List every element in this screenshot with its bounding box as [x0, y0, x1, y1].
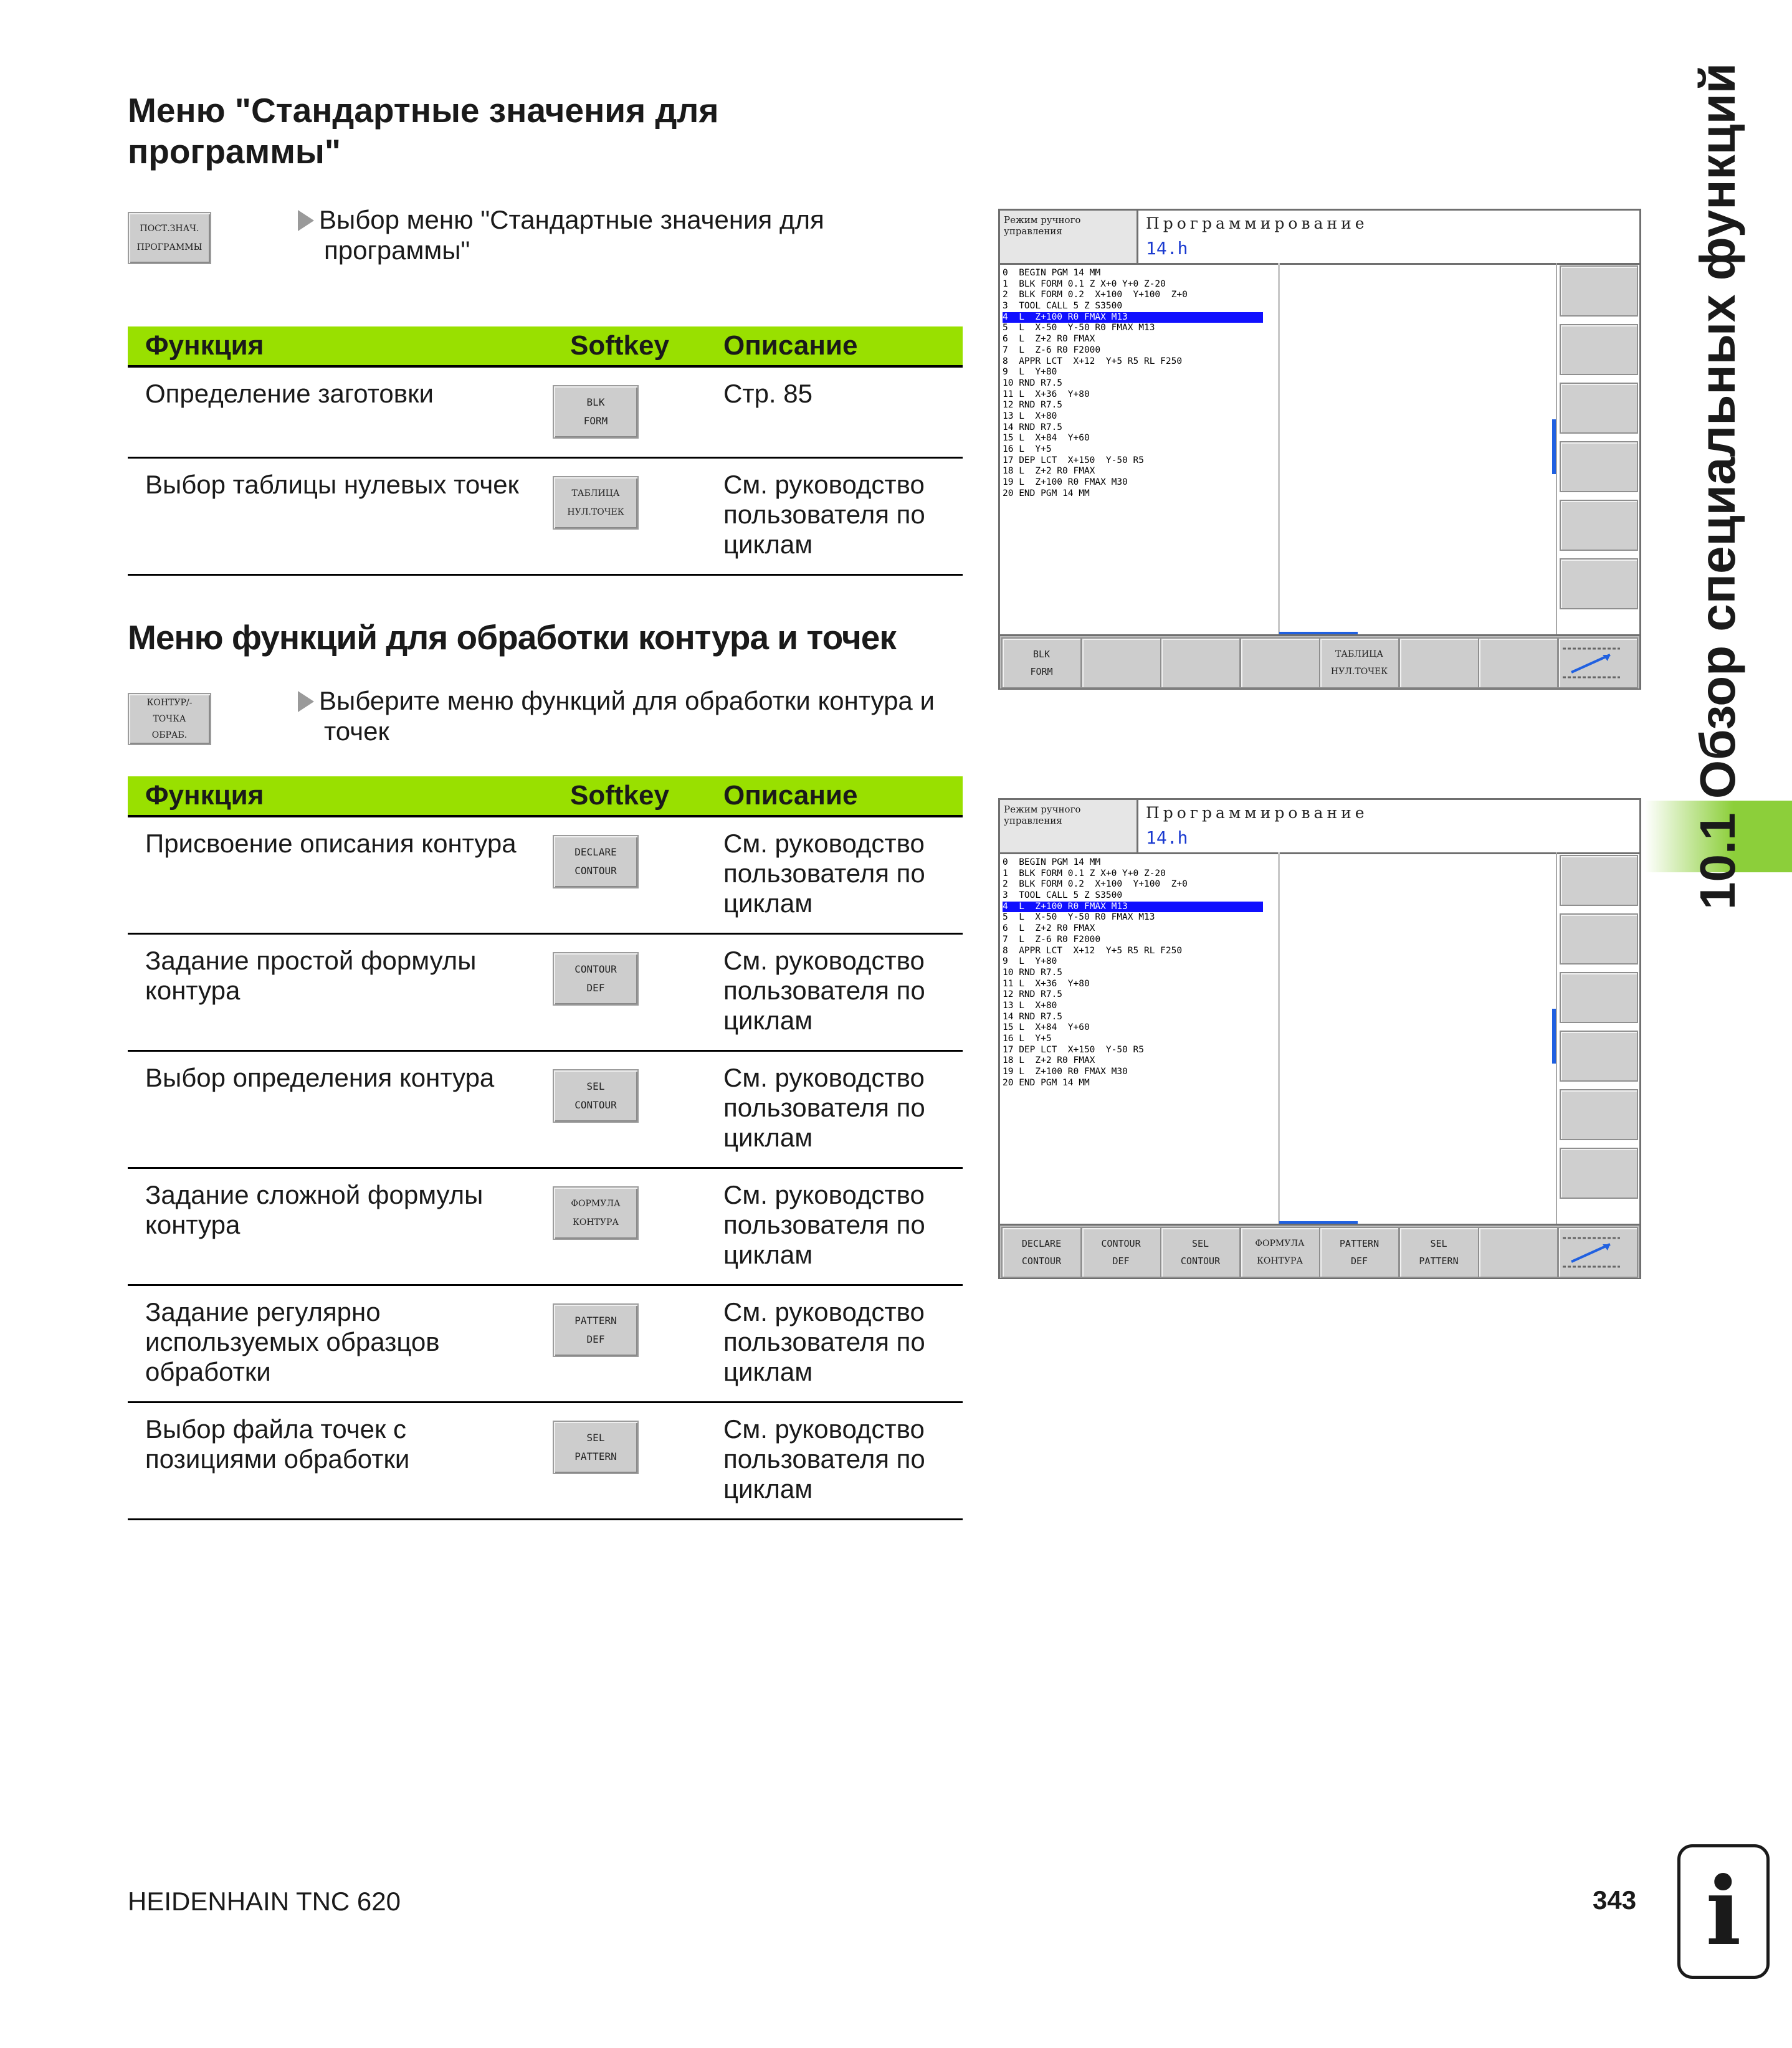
description-text: циклам	[723, 529, 813, 559]
screen-title: Программирование	[1146, 214, 1368, 232]
side-softkey[interactable]	[1560, 500, 1638, 551]
switch-softkey-row-button[interactable]	[1558, 637, 1638, 688]
nc-block-line[interactable]: 13 L X+80	[1003, 1000, 1057, 1011]
instruction-text: Выбор меню "Стандартные значения для	[319, 205, 824, 234]
function-cell	[128, 816, 553, 933]
function-text: позициями обработки	[145, 1444, 410, 1474]
description-text: циклам	[723, 1005, 813, 1035]
softkey-datum-table[interactable]	[553, 476, 639, 530]
description-cell	[706, 1285, 963, 1402]
function-table-defaults	[128, 326, 963, 576]
info-icon[interactable]	[1677, 1844, 1770, 1979]
nc-block-line[interactable]: 2 BLK FORM 0.2 X+100 Y+100 Z+0	[1003, 290, 1188, 300]
side-softkey[interactable]	[1560, 441, 1638, 492]
nc-block-line[interactable]: 9 L Y+80	[1003, 367, 1057, 378]
table-row	[128, 1050, 963, 1168]
function-text: Задание сложной формулы	[145, 1179, 484, 1209]
softkey-pattern-def[interactable]	[553, 1303, 639, 1357]
softkey-label: CONTOUR	[1101, 1238, 1141, 1249]
nc-block-line[interactable]: 16 L Y+5	[1003, 444, 1052, 454]
arrow-bullet-icon	[298, 691, 314, 712]
softkey-label: PATTERN	[1419, 1255, 1459, 1267]
nc-block-line[interactable]: 17 DEP LCT X+150 Y-50 R5	[1003, 1044, 1144, 1055]
description-cell	[706, 457, 963, 574]
table-row	[128, 366, 963, 457]
softkey-bar	[1000, 634, 1639, 688]
description-cell	[706, 816, 963, 933]
nc-block-line[interactable]: 0 BEGIN PGM 14 MM	[1003, 268, 1101, 278]
nc-block-line[interactable]: 15 L X+84 Y+60	[1003, 1022, 1090, 1033]
heading-line: Меню "Стандартные значения для	[128, 91, 719, 130]
softkey-label: ПРОГРАММЫ	[136, 242, 203, 252]
nc-block-line[interactable]: 10 RND R7.5	[1003, 967, 1063, 978]
softkey-declare-contour[interactable]	[1001, 1227, 1082, 1278]
softkey-cell	[553, 933, 706, 1050]
softkey-cell	[553, 457, 706, 574]
table-row	[128, 933, 963, 1050]
function-cell	[128, 1050, 553, 1168]
softkey-label: DEF	[1112, 1255, 1130, 1267]
nc-block-line[interactable]: 14 RND R7.5	[1003, 422, 1063, 432]
description-text: пользователя по	[723, 975, 925, 1005]
function-text: используемых образцов	[145, 1326, 440, 1356]
softkey-cell	[553, 1402, 706, 1519]
softkey-label: PATTERN	[574, 1450, 617, 1462]
softkey-contour-formula[interactable]	[553, 1186, 639, 1240]
side-softkey[interactable]	[1560, 913, 1638, 964]
softkey-sel-contour[interactable]	[1160, 1227, 1241, 1278]
nc-block-line[interactable]: 2 BLK FORM 0.2 X+100 Y+100 Z+0	[1003, 879, 1188, 890]
softkey-label: ТОЧКА	[153, 714, 186, 724]
function-cell	[128, 1402, 553, 1519]
chapter-title-vertical: 10.1 Обзор специальных функций	[1690, 62, 1745, 910]
side-softkey[interactable]	[1560, 383, 1638, 434]
nc-block-line[interactable]: 4 L Z+100 R0 FMAX M13	[1003, 902, 1263, 913]
function-text: обработки	[145, 1356, 271, 1386]
softkey-label: BLK	[1032, 649, 1051, 660]
nc-block-line[interactable]: 10 RND R7.5	[1003, 378, 1063, 388]
softkey-pattern-def[interactable]	[1319, 1227, 1399, 1278]
softkey-label: PATTERN	[1339, 1238, 1380, 1249]
instruction-text: Выберите меню функций для обработки контура и	[319, 686, 935, 715]
nc-block-line[interactable]: 15 L X+84 Y+60	[1003, 433, 1090, 444]
description-text: циклам	[723, 888, 813, 918]
nc-block-line[interactable]: 8 APPR LCT X+12 Y+5 R5 RL F250	[1003, 356, 1183, 366]
description-text: пользователя по	[723, 499, 925, 529]
nc-block-line[interactable]: 20 END PGM 14 MM	[1003, 488, 1090, 498]
softkey-label: ФОРМУЛА	[571, 1198, 621, 1209]
description-text: См. руководство	[723, 1297, 925, 1326]
nc-block-line[interactable]: 6 L Z+2 R0 FMAX	[1003, 923, 1095, 934]
function-text: Присвоение описания контура	[145, 829, 517, 858]
function-cell	[128, 366, 553, 457]
nc-block-line[interactable]: 17 DEP LCT X+150 Y-50 R5	[1003, 455, 1144, 465]
nc-block-line[interactable]: 5 L X-50 Y-50 R0 FMAX M13	[1003, 323, 1155, 333]
softkey-blk-form[interactable]	[1001, 637, 1082, 688]
function-text: контура	[145, 1209, 241, 1239]
softkey-label: FORM	[583, 415, 608, 427]
function-table-contour	[128, 776, 963, 1520]
table-row	[128, 1285, 963, 1402]
nc-block-line[interactable]: 18 L Z+2 R0 FMAX	[1003, 1055, 1095, 1066]
column-header: Softkey	[553, 326, 706, 366]
softkey-empty[interactable]	[1478, 1227, 1558, 1278]
function-cell	[128, 457, 553, 574]
nc-block-line[interactable]: 14 RND R7.5	[1003, 1011, 1063, 1022]
softkey-sel-pattern[interactable]	[553, 1421, 639, 1474]
side-softkey[interactable]	[1560, 972, 1638, 1023]
instruction-text: программы"	[324, 236, 470, 265]
side-softkey[interactable]	[1560, 265, 1638, 317]
description-text: См. руководство	[723, 945, 925, 975]
page-number: 343	[1593, 1885, 1637, 1915]
screen-header	[1000, 211, 1639, 265]
softkey-label: ФОРМУЛА	[1255, 1239, 1305, 1249]
description-text: См. руководство	[723, 1179, 925, 1209]
nc-block-line[interactable]: 1 BLK FORM 0.1 Z X+0 Y+0 Z-20	[1003, 279, 1166, 289]
program-file-name: 14.h	[1146, 238, 1188, 259]
softkey-label: FORM	[1030, 666, 1053, 677]
softkey-contour-point-menu[interactable]	[128, 693, 211, 745]
nc-block-line[interactable]: 16 L Y+5	[1003, 1034, 1052, 1044]
softkey-label: КОНТУРА	[573, 1217, 619, 1227]
nc-block-line[interactable]: 11 L X+36 Y+80	[1003, 978, 1090, 989]
softkey-empty[interactable]	[1160, 637, 1241, 688]
softkey-label: DEF	[1350, 1255, 1368, 1267]
function-text: Выбор файла точек с	[145, 1414, 407, 1444]
softkey-label: DEF	[586, 1333, 605, 1345]
heading-line: программы"	[128, 132, 341, 171]
description-cell	[706, 1168, 963, 1285]
softkey-label: CONTOUR	[574, 963, 617, 975]
nc-block-line[interactable]: 4 L Z+100 R0 FMAX M13	[1003, 312, 1263, 323]
softkey-label: CONTOUR	[574, 1098, 617, 1111]
softkey-cell	[553, 1168, 706, 1285]
function-text: Задание простой формулы	[145, 945, 477, 975]
side-softkey[interactable]	[1560, 558, 1638, 609]
table-header-row	[128, 776, 963, 816]
nc-block-line[interactable]: 0 BEGIN PGM 14 MM	[1003, 857, 1101, 867]
tnc-screen-contour	[998, 798, 1641, 1279]
arrow-bullet-icon	[298, 210, 314, 231]
description-text: См. руководство	[723, 469, 925, 499]
softkey-label: ОБРАБ.	[151, 730, 188, 740]
description-text: циклам	[723, 1239, 813, 1269]
nc-block-line[interactable]: 19 L Z+100 R0 FMAX M30	[1003, 477, 1128, 488]
function-text: Задание регулярно	[145, 1297, 381, 1326]
arrow-icon	[1559, 1233, 1624, 1272]
softkey-label: НУЛ.ТОЧЕК	[1330, 667, 1388, 677]
section-heading-defaults	[128, 90, 938, 172]
side-softbar-border	[1556, 852, 1557, 1224]
column-header: Softkey	[553, 776, 706, 816]
nc-block-line[interactable]: 18 L Z+2 R0 FMAX	[1003, 466, 1095, 477]
description-text: пользователя по	[723, 859, 925, 888]
table-row	[128, 816, 963, 933]
softkey-label: BLK	[586, 396, 605, 408]
description-cell	[706, 933, 963, 1050]
softkey-label: CONTOUR	[574, 865, 617, 877]
mode-label: Режим ручного	[1004, 804, 1081, 815]
side-softkey[interactable]	[1560, 324, 1638, 375]
side-softbar-border	[1556, 263, 1557, 634]
instruction-text: точек	[324, 717, 389, 746]
description-text: См. руководство	[723, 829, 925, 858]
softkey-empty[interactable]	[1081, 637, 1161, 688]
column-header: Функция	[128, 326, 553, 366]
scroll-indicator	[1552, 419, 1556, 474]
softkey-empty[interactable]	[1478, 637, 1558, 688]
description-text: пользователя по	[723, 1092, 925, 1122]
softkey-label: SEL	[586, 1080, 605, 1092]
softkey-sel-pattern[interactable]	[1399, 1227, 1479, 1278]
nc-block-line[interactable]: 3 TOOL CALL 5 Z S3500	[1003, 301, 1123, 312]
description-text: пользователя по	[723, 1209, 925, 1239]
operating-mode	[1000, 211, 1138, 263]
function-text: Определение заготовки	[145, 379, 434, 408]
description-text: пользователя по	[723, 1444, 925, 1474]
softkey-таблица-нул-точек[interactable]	[1319, 637, 1399, 688]
softkey-label: PATTERN	[574, 1314, 617, 1326]
nc-block-line[interactable]: 19 L Z+100 R0 FMAX M30	[1003, 1067, 1128, 1077]
function-cell	[128, 1285, 553, 1402]
nc-program-listing	[1003, 857, 1277, 1088]
softkey-label: НУЛ.ТОЧЕК	[567, 507, 624, 517]
function-text: Выбор определения контура	[145, 1062, 495, 1092]
nc-block-line[interactable]: 3 TOOL CALL 5 Z S3500	[1003, 890, 1123, 901]
window-divider	[1278, 263, 1280, 634]
side-softkey[interactable]	[1560, 1148, 1638, 1199]
softkey-label: КОНТУРА	[1257, 1256, 1303, 1266]
function-text: Выбор таблицы нулевых точек	[145, 469, 519, 499]
description-text: пользователя по	[723, 1326, 925, 1356]
mode-label: управления	[1004, 815, 1062, 826]
table-row	[128, 457, 963, 574]
softkey-label: КОНТУР/-	[146, 698, 193, 708]
table-header-row	[128, 326, 963, 366]
function-cell	[128, 1168, 553, 1285]
softkey-label: SEL	[1191, 1238, 1209, 1249]
side-softkey[interactable]	[1560, 1089, 1638, 1140]
instruction-contour	[298, 685, 983, 746]
arrow-icon	[1559, 644, 1624, 682]
softkey-bar	[1000, 1224, 1639, 1278]
nc-block-line[interactable]: 6 L Z+2 R0 FMAX	[1003, 334, 1095, 345]
nc-block-line[interactable]: 20 END PGM 14 MM	[1003, 1077, 1090, 1088]
softkey-label: SEL	[1430, 1238, 1447, 1249]
description-cell	[706, 1050, 963, 1168]
softkey-label: ТАБЛИЦА	[571, 488, 620, 498]
softkey-program-defaults[interactable]	[128, 212, 211, 264]
scroll-indicator	[1552, 1009, 1556, 1064]
tnc-screen-defaults	[998, 209, 1641, 690]
softkey-cell	[553, 1285, 706, 1402]
window-divider	[1278, 852, 1280, 1224]
softkey-cell	[553, 1050, 706, 1168]
nc-block-line[interactable]: 9 L Y+80	[1003, 956, 1057, 967]
softkey-contour-def[interactable]	[1081, 1227, 1161, 1278]
info-icon-glyph: i	[1705, 1857, 1742, 1966]
nc-block-line[interactable]: 11 L X+36 Y+80	[1003, 389, 1090, 399]
softkey-cell	[553, 366, 706, 457]
softkey-формула-контура[interactable]	[1240, 1227, 1320, 1278]
nc-block-line[interactable]: 12 RND R7.5	[1003, 400, 1063, 411]
column-header: Описание	[706, 776, 963, 816]
nc-block-line[interactable]: 1 BLK FORM 0.1 Z X+0 Y+0 Z-20	[1003, 868, 1166, 879]
softkey-empty[interactable]	[1399, 637, 1479, 688]
table-row	[128, 1402, 963, 1519]
description-text: циклам	[723, 1122, 813, 1152]
screen-header	[1000, 800, 1639, 854]
nc-program-listing	[1003, 268, 1277, 499]
softkey-label: ТАБЛИЦА	[1335, 649, 1383, 659]
softkey-label: DEF	[586, 981, 605, 994]
section-heading-contour: Меню функций для обработки контура и точек	[128, 618, 896, 657]
footer-manual-name: HEIDENHAIN TNC 620	[128, 1887, 401, 1916]
softkey-label: DECLARE	[574, 846, 617, 858]
softkey-contour-def[interactable]	[553, 952, 639, 1006]
nc-block-line[interactable]: 5 L X-50 Y-50 R0 FMAX M13	[1003, 912, 1155, 923]
softkey-label: CONTOUR	[1021, 1255, 1062, 1267]
nc-block-line[interactable]: 7 L Z-6 R0 F2000	[1003, 345, 1101, 355]
nc-block-line[interactable]: 12 RND R7.5	[1003, 989, 1063, 1000]
nc-block-line[interactable]: 13 L X+80	[1003, 411, 1057, 421]
softkey-blk-form[interactable]	[553, 385, 639, 439]
description-cell	[706, 1402, 963, 1519]
instruction-defaults	[298, 204, 983, 265]
column-header: Описание	[706, 326, 963, 366]
softkey-declare-contour[interactable]	[553, 835, 639, 888]
softkey-empty[interactable]	[1240, 637, 1320, 688]
description-text: циклам	[723, 1356, 813, 1386]
nc-block-line[interactable]: 8 APPR LCT X+12 Y+5 R5 RL F250	[1003, 945, 1183, 956]
operating-mode	[1000, 800, 1138, 852]
column-header: Функция	[128, 776, 553, 816]
function-text: контура	[145, 975, 241, 1005]
softkey-label: ПОСТ.ЗНАЧ.	[140, 224, 199, 234]
softkey-label: CONTOUR	[1180, 1255, 1221, 1267]
softkey-cell	[553, 816, 706, 933]
side-softkey[interactable]	[1560, 855, 1638, 906]
description-text: См. руководство	[723, 1062, 925, 1092]
description-text: См. руководство	[723, 1414, 925, 1444]
mode-label: Режим ручного	[1004, 214, 1081, 226]
function-cell	[128, 933, 553, 1050]
program-file-name: 14.h	[1146, 827, 1188, 848]
softkey-label: DECLARE	[1021, 1238, 1062, 1249]
description-cell	[706, 366, 963, 457]
softkey-sel-contour[interactable]	[553, 1069, 639, 1123]
screen-title: Программирование	[1146, 804, 1368, 822]
nc-block-line[interactable]: 7 L Z-6 R0 F2000	[1003, 934, 1101, 945]
switch-softkey-row-button[interactable]	[1558, 1227, 1638, 1278]
table-row	[128, 1168, 963, 1285]
side-softkey[interactable]	[1560, 1031, 1638, 1082]
description-text: Стр. 85	[723, 379, 813, 408]
mode-label: управления	[1004, 226, 1062, 237]
description-text: циклам	[723, 1474, 813, 1503]
softkey-label: SEL	[586, 1431, 605, 1444]
